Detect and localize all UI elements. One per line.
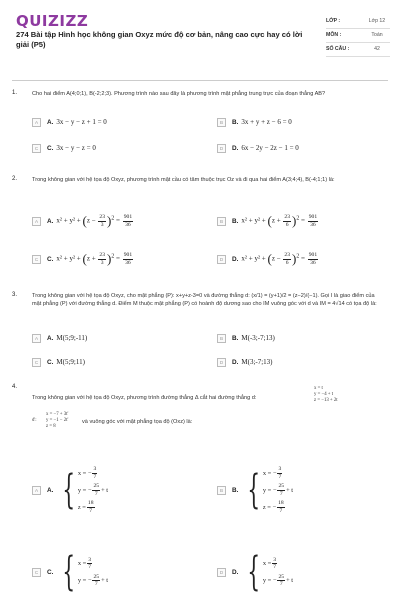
option-d[interactable] [217,246,319,272]
option-label: A. [47,334,54,342]
system-row: x = $\frac{3}{7}$ [77,556,92,570]
option-b[interactable] [217,208,319,234]
numerator: 901 [123,252,133,258]
option-box[interactable]: A [32,486,41,495]
quizizz-logo: QUIZIZZ [16,12,89,30]
option-expression: 3x + y + z − 6 = 0 [241,118,292,126]
option-label: C. [47,358,54,366]
fraction [308,214,318,228]
option-expression: M(3;-7;13) [241,358,273,366]
meta-key-subject: MÔN : [326,28,364,42]
system-row: y = − $\frac{25}{7}$ + t [77,573,109,587]
line-d2-row: z = 8 [46,424,56,429]
option-a[interactable] [32,450,108,530]
option-a[interactable] [32,114,107,130]
option-label: A. [47,486,54,494]
question-4 [12,384,390,600]
brace-icon: { [62,467,76,513]
option-label: B. [232,486,239,494]
option-label: D. [232,358,239,366]
option-label: A. [47,217,54,225]
system-row: z = − $\frac{18}{7}$ [262,500,284,514]
option-box[interactable]: A [32,118,41,127]
system-row: x = − $\frac{3}{7}$ [77,466,97,480]
option-b[interactable] [217,114,292,130]
option-label: B. [232,217,239,225]
meta-value-class: Lớp 12 [364,14,390,28]
expr-sign: z + [86,254,98,263]
line-d2-system [46,412,68,430]
fraction [283,252,291,266]
denominator: 3 [100,221,104,228]
option-expression: 3x − y − z + 1 = 0 [56,118,107,126]
option-label: D. [232,144,239,152]
option-expression: 3x − y − z = 0 [56,144,96,152]
fraction [308,252,318,266]
numerator: 901 [308,214,318,220]
option-box[interactable]: A [32,334,41,343]
option-label: A. [47,118,54,126]
expr-prefix: x² + y² + [56,216,83,225]
expr-sign: z − [271,254,283,263]
question-number: 4. [12,384,18,390]
brace-icon: { [62,549,76,595]
line-d-row: x = t [314,386,323,391]
fraction [283,214,291,228]
option-expression: 6x − 2y − 2z − 1 = 0 [241,144,299,152]
option-box[interactable]: B [217,334,226,343]
question-number: 1. [12,90,18,96]
line-d2-prefix: d': [32,418,37,423]
option-expression: M(5;9;-11) [56,334,88,342]
line-d-row: y = −4 + t [314,392,334,397]
option-label: C. [47,568,54,576]
numerator: 23 [99,214,105,220]
system-row: y = − $\frac{25}{7}$ + t [262,573,294,587]
option-box[interactable]: B [217,118,226,127]
question-text: Trong không gian với hệ tọa độ Oxyz, cho mặt phẳng (P): x+y+z-3=0 và đường thẳng d: (x/1) = (y+1)/2 = (z−2)/(−1). Gọi I là giao điểm của mặt phẳng (P) với đường thẳng d. Điểm M thuộc mặt phẳng (P) có hoành độ dương sao cho IM vuông góc với d và IM = 4√14 có tọa độ là: [32,293,377,307]
question-text: Trong không gian với hệ tọa độ Oxyz, phương trình mặt cầu có tâm thuộc trục Oz và đi qua hai điểm A(3;4;4), B(-4;1;1) là: [32,177,335,183]
denominator: 36 [125,221,131,228]
option-d[interactable] [217,354,273,370]
numerator: 23 [99,252,105,258]
line-d-row: z = −13 + 2t [314,398,338,403]
header-divider [12,80,388,81]
equation-system [241,549,294,595]
option-label: B. [232,118,239,126]
brace-icon: { [247,467,261,513]
question-number: 3. [12,292,18,298]
question-text: Cho hai điểm A(4;0;1), B(-2;2;3). Phương trình nào sau đây là phương trình mặt phẳng trung trực của đoạn thẳng AB? [32,91,326,97]
option-expression: x² + y² + (z + $\frac{23}{3}$ )$^2$ = $\frac{901}{36}$ [56,251,133,266]
meta-value-subject: Toán [364,28,390,42]
meta-value-count: 42 [364,42,390,56]
denominator: 36 [125,259,131,266]
question-text: Trong không gian với hệ tọa độ Oxyz, phương trình đường thẳng Δ cắt hai đường thẳng d: [32,395,257,401]
option-expression: x² + y² + (z − $\frac{23}{3}$ )$^2$ = $\frac{901}{36}$ [56,213,133,228]
paren-open: ( [82,251,87,266]
option-box[interactable]: D [217,568,226,577]
option-label: D. [232,255,239,263]
numerator: 23 [284,214,290,220]
option-expression: M(5;9;11) [56,358,85,366]
paren-close: ) [292,251,297,266]
equation-system [56,549,109,595]
option-a[interactable] [32,330,87,346]
equation-system [241,466,293,514]
system-row: x = $\frac{3}{7}$ [262,556,277,570]
fraction [123,214,133,228]
option-box[interactable]: C [32,144,41,153]
option-expression: x² + y² + (z − $\frac{23}{6}$ )$^2$ = $\frac{901}{36}$ [241,251,318,266]
option-box[interactable]: C [32,358,41,367]
option-expression: M(-3;-7;13) [241,334,275,342]
page-title: 274 Bài tập Hình học không gian Oxyz mức độ cơ bản, nâng cao cực hay có lời giải (P5) [16,30,303,49]
option-label: C. [47,144,54,152]
paren-open: ( [82,213,87,228]
option-c[interactable] [32,544,108,600]
numerator: 901 [308,252,318,258]
question-1 [12,90,390,160]
denominator: 6 [285,259,289,266]
paren-close: ) [107,251,112,266]
fraction [98,214,106,228]
line-d-system [314,386,338,404]
option-c[interactable] [32,246,134,272]
option-b[interactable] [217,450,293,530]
question-number: 2. [12,176,18,182]
paren-open: ( [267,251,272,266]
option-c[interactable] [32,354,85,370]
option-expression: x² + y² + (z + $\frac{23}{6}$ )$^2$ = $\frac{901}{36}$ [241,213,318,228]
denominator: 3 [100,259,104,266]
fraction [98,252,106,266]
expr-sign: z + [271,216,283,225]
fraction [123,252,133,266]
option-box[interactable]: D [217,358,226,367]
meta-table [326,14,390,57]
option-box[interactable]: C [32,568,41,577]
meta-key-count: SỐ CÂU : [326,42,364,56]
denominator: 36 [310,259,316,266]
paren-open: ( [267,213,272,228]
expr-prefix: x² + y² + [241,216,268,225]
option-b[interactable] [217,330,275,346]
system-row: x = − $\frac{3}{7}$ [262,466,282,480]
question-2 [12,176,390,281]
expr-prefix: x² + y² + [56,254,83,263]
question-3 [12,292,390,377]
option-label: C. [47,255,54,263]
system-row: y = − $\frac{25}{7}$ + t [77,483,109,497]
paren-close: ) [107,213,112,228]
line-d2-row: x = −7 + 3t' [46,412,69,417]
option-box[interactable]: A [32,217,41,226]
option-box[interactable]: B [217,217,226,226]
line-d2-row: y = −1 − 2t' [46,418,69,423]
brace-icon: { [247,549,261,595]
option-box[interactable]: B [217,486,226,495]
option-box[interactable]: D [217,144,226,153]
option-label: B. [232,334,239,342]
option-box[interactable]: C [32,255,41,264]
denominator: 6 [285,221,289,228]
question-text-2: và vuông góc với mặt phẳng tọa độ (Oxz) là: [82,419,193,425]
option-box[interactable]: D [217,255,226,264]
numerator: 901 [123,214,133,220]
option-label: D. [232,568,239,576]
option-d[interactable] [217,544,293,600]
system-row: z = $\frac{18}{7}$ [77,500,94,514]
option-d[interactable] [217,140,299,156]
paren-close: ) [292,213,297,228]
meta-key-class: LỚP : [326,14,364,28]
option-c[interactable] [32,140,96,156]
system-row: y = − $\frac{25}{7}$ + t [262,483,294,497]
numerator: 23 [284,252,290,258]
expr-sign: z − [86,216,98,225]
denominator: 36 [310,221,316,228]
equation-system [56,466,108,514]
option-a[interactable] [32,208,134,234]
expr-prefix: x² + y² + [241,254,268,263]
